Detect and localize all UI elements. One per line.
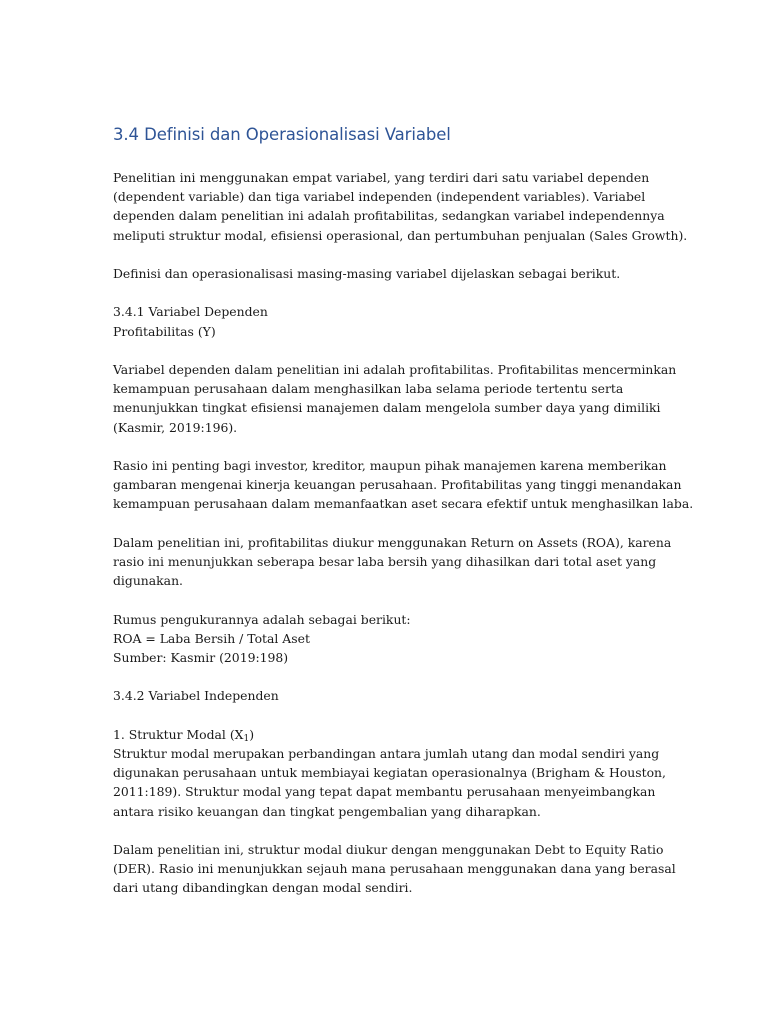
intro-line: dependen dalam penelitian ini adalah profitabilitas, sedangkan variabel independennya bbox=[113, 208, 665, 224]
independent-section-title: 3.4.2 Variabel Independen bbox=[113, 688, 279, 704]
paragraph-line: Dalam penelitian ini, profitabilitas diukur menggunakan Return on Assets (ROA), karena bbox=[113, 534, 672, 550]
profitability-paragraph-3 bbox=[113, 533, 673, 591]
section-heading: 3.4 Definisi dan Operasionalisasi Variabel bbox=[113, 125, 451, 144]
paragraph-line: kemampuan perusahaan dalam memanfaatkan aset secara efektif untuk menghasilkan laba. bbox=[113, 496, 694, 512]
formula-intro: Rumus pengukurannya adalah sebagai berikut: bbox=[113, 611, 411, 627]
paragraph-line: gambaran mengenai kinerja keuangan perusahaan. Profitabilitas yang tinggi menandakan bbox=[113, 477, 682, 493]
dependent-variable-name: Profitabilitas (Y) bbox=[113, 323, 216, 339]
paragraph-line: digunakan. bbox=[113, 573, 183, 589]
roa-formula: ROA = Laba Bersih / Total Aset bbox=[113, 630, 310, 646]
definition-paragraph bbox=[113, 264, 673, 283]
intro-line: Penelitian ini menggunakan empat variabel, yang terdiri dari satu variabel dependen bbox=[113, 170, 650, 185]
capital-structure-title-text: 1. Struktur Modal (X bbox=[113, 726, 244, 742]
paragraph-line: kemampuan perusahaan dalam menghasilkan laba selama periode tertentu serta bbox=[113, 381, 624, 397]
dependent-section-title: 3.4.1 Variabel Dependen bbox=[113, 304, 268, 320]
paragraph-line: (DER). Rasio ini menunjukkan sejauh mana perusahaan menggunakan dana yang berasal bbox=[113, 861, 676, 877]
paragraph-line: Rasio ini penting bagi investor, kreditor, maupun pihak manajemen karena memberikan bbox=[113, 457, 667, 473]
paragraph-line: rasio ini menunjukkan seberapa besar laba bersih yang dihasilkan dari total aset yang bbox=[113, 553, 657, 569]
definition-line: Definisi dan operasionalisasi masing-masing variabel dijelaskan sebagai berikut. bbox=[113, 266, 621, 281]
formula-block bbox=[113, 610, 673, 668]
independent-section-header bbox=[113, 686, 673, 705]
variable-subscript: 1 bbox=[243, 733, 250, 744]
paragraph-line: digunakan perusahaan untuk membiayai kegiatan operasionalnya (Brigham & Houston, bbox=[113, 765, 666, 781]
capital-structure-title bbox=[113, 725, 673, 744]
paragraph-line: antara risiko keuangan dan tingkat pengembalian yang diharapkan. bbox=[113, 803, 541, 819]
intro-line: meliputi struktur modal, efisiensi operasional, dan pertumbuhan penjualan (Sales Growth). bbox=[113, 227, 688, 243]
paragraph-line: menunjukkan tingkat efisiensi manajemen dalam mengelola sumber daya yang dimiliki bbox=[113, 400, 661, 416]
capital-structure-title-close: ) bbox=[249, 726, 255, 742]
paragraph-line: 2011:189). Struktur modal yang tepat dapat membantu perusahaan menyeimbangkan bbox=[113, 784, 656, 800]
paragraph-line: Variabel dependen dalam penelitian ini adalah profitabilitas. Profitabilitas mencerminkan bbox=[113, 361, 677, 377]
document-body bbox=[113, 168, 694, 898]
profitability-paragraph-2 bbox=[113, 456, 694, 514]
dependent-section-header bbox=[113, 302, 673, 340]
intro-paragraph bbox=[113, 168, 688, 245]
formula-source: Sumber: Kasmir (2019:198) bbox=[113, 649, 289, 665]
paragraph-line: dari utang dibandingkan dengan modal sendiri. bbox=[113, 880, 413, 896]
intro-line: (dependent variable) dan tiga variabel independen (independent variables). Variabel bbox=[113, 189, 646, 205]
profitability-paragraph-1 bbox=[113, 360, 677, 437]
capital-structure-block bbox=[113, 725, 673, 821]
paragraph-line: Struktur modal merupakan perbandingan antara jumlah utang dan modal sendiri yang bbox=[113, 745, 660, 761]
paragraph-line: (Kasmir, 2019:196). bbox=[113, 419, 238, 435]
der-paragraph bbox=[113, 840, 676, 898]
paragraph-line: Dalam penelitian ini, struktur modal diukur dengan menggunakan Debt to Equity Ratio bbox=[113, 841, 664, 857]
